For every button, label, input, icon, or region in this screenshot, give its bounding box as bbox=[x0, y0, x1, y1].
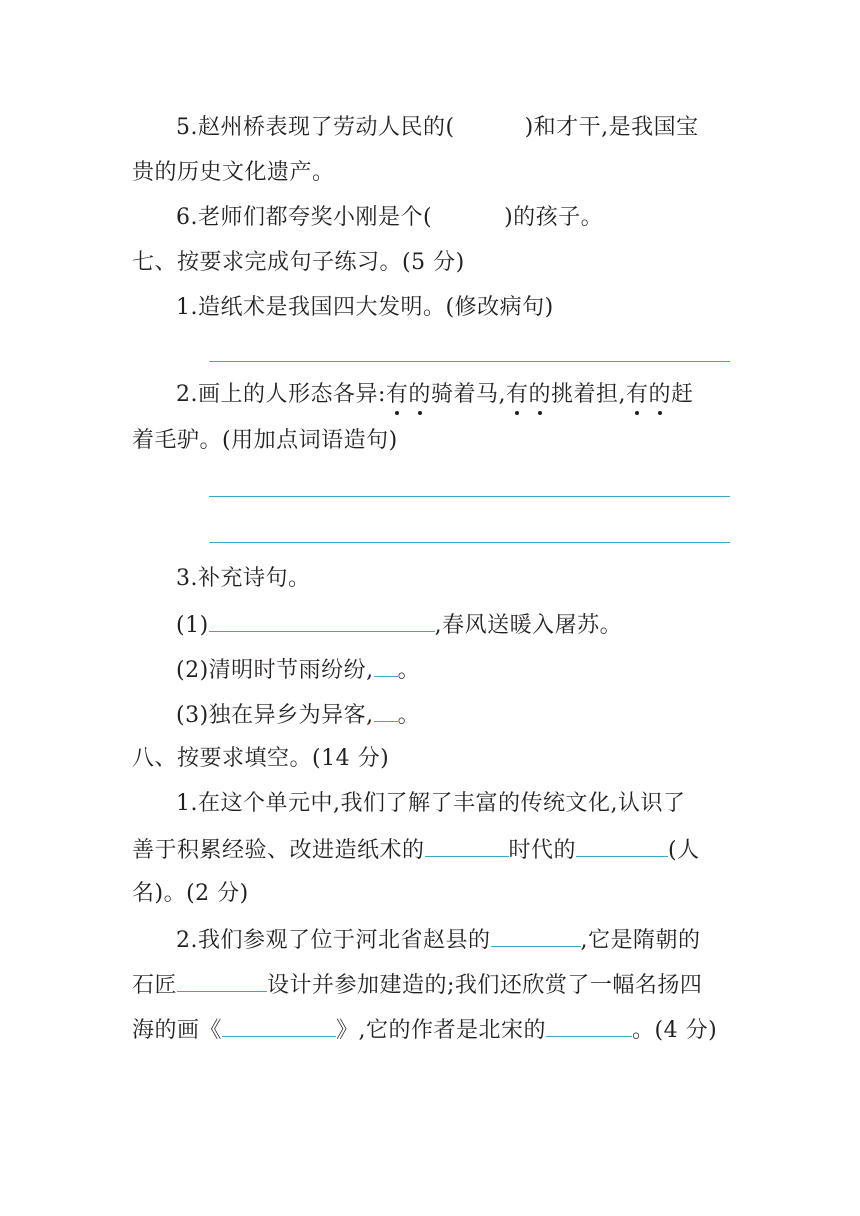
poem-3-text: (3)独在异乡为异客, bbox=[176, 703, 374, 728]
q6-text-a: 6.老师们都夸奖小刚是个( bbox=[176, 205, 433, 230]
section-7-q2-line-2: 着毛驴。(用加点词语造句) bbox=[132, 428, 398, 453]
question-6 bbox=[176, 203, 603, 233]
section-7-title: 七、按要求完成句子练习。(5 分) bbox=[132, 250, 465, 275]
q8-2-text-c: 石匠 bbox=[132, 973, 178, 998]
q2-text-c: 挑着担, bbox=[550, 382, 626, 407]
dotted-word-3: 有的 bbox=[626, 382, 671, 407]
section-7-q1-answer-line[interactable] bbox=[209, 361, 730, 362]
q2-text-b: 骑着马, bbox=[430, 382, 506, 407]
section-7-q3-title: 3.补充诗句。 bbox=[176, 566, 311, 591]
section-8-q1-line-2 bbox=[132, 834, 700, 866]
section-8-title: 八、按要求填空。(14 分) bbox=[132, 746, 390, 771]
q5-text-b: )和才干,是我国宝 bbox=[524, 115, 699, 140]
q8-2-text-f: 》,它的作者是北宋的 bbox=[336, 1018, 547, 1043]
q2-text-a: 2.画上的人形态各异: bbox=[176, 382, 386, 407]
poem-2-blank[interactable] bbox=[374, 654, 398, 677]
dotted-word-1: 有的 bbox=[386, 382, 431, 407]
q5-text-a: 5.赵州桥表现了劳动人民的( bbox=[176, 115, 455, 140]
q8-2-text-b: ,它是隋朝的 bbox=[580, 928, 701, 953]
section-8-q2-line-2 bbox=[132, 969, 702, 1001]
q8-2-text-a: 2.我们参观了位于河北省赵县的 bbox=[176, 928, 491, 953]
section-8-q2-line-1 bbox=[176, 924, 701, 956]
q8-2-text-e: 海的画《 bbox=[132, 1018, 223, 1043]
q8-2-text-g: 。(4 分) bbox=[632, 1018, 718, 1043]
section-7-q2-line-1 bbox=[176, 380, 694, 410]
poem-2-text: (2)清明时节雨纷纷, bbox=[176, 658, 374, 683]
section-8-q1-line-3: 名)。(2 分) bbox=[132, 881, 249, 906]
section-8-q2-line-3 bbox=[132, 1014, 717, 1046]
poem-3-blank[interactable] bbox=[374, 699, 398, 722]
poem-2-end: 。 bbox=[397, 658, 421, 683]
poem-1 bbox=[176, 609, 622, 641]
dynasty-blank[interactable] bbox=[425, 834, 509, 857]
q2-text-e: 赶 bbox=[671, 382, 694, 407]
poem-2 bbox=[176, 654, 420, 686]
q6-text-b: )的孩子。 bbox=[504, 205, 604, 230]
question-5-line-2: 贵的历史文化遗产。 bbox=[132, 160, 335, 185]
q8-1-text-a: 善于积累经验、改进造纸术的 bbox=[132, 838, 425, 863]
q8-1-text-c: (人 bbox=[668, 838, 700, 863]
poem-1-text: ,春风送暖入屠苏。 bbox=[434, 613, 623, 638]
poem-3-end: 。 bbox=[397, 703, 421, 728]
section-7-q2-answer-line-2[interactable] bbox=[209, 542, 730, 543]
bridge-name-blank[interactable] bbox=[491, 924, 581, 947]
section-7-q1: 1.造纸术是我国四大发明。(修改病句) bbox=[176, 295, 554, 320]
craftsman-blank[interactable] bbox=[177, 969, 267, 992]
q8-2-text-d: 设计并参加建造的;我们还欣赏了一幅名扬四 bbox=[267, 973, 703, 998]
poem-1-label: (1) bbox=[176, 613, 209, 638]
dotted-word-2: 有的 bbox=[506, 382, 551, 407]
painting-name-blank[interactable] bbox=[222, 1014, 336, 1037]
poem-3 bbox=[176, 699, 420, 731]
painter-blank[interactable] bbox=[546, 1014, 632, 1037]
poem-1-blank[interactable] bbox=[209, 609, 435, 632]
person-name-blank[interactable] bbox=[576, 834, 668, 857]
section-7-q2-answer-line-1[interactable] bbox=[209, 496, 730, 497]
q8-1-text-b: 时代的 bbox=[508, 838, 577, 863]
section-8-q1-line-1: 1.在这个单元中,我们了解了丰富的传统文化,认识了 bbox=[176, 791, 686, 816]
question-5-line-1 bbox=[176, 113, 699, 143]
